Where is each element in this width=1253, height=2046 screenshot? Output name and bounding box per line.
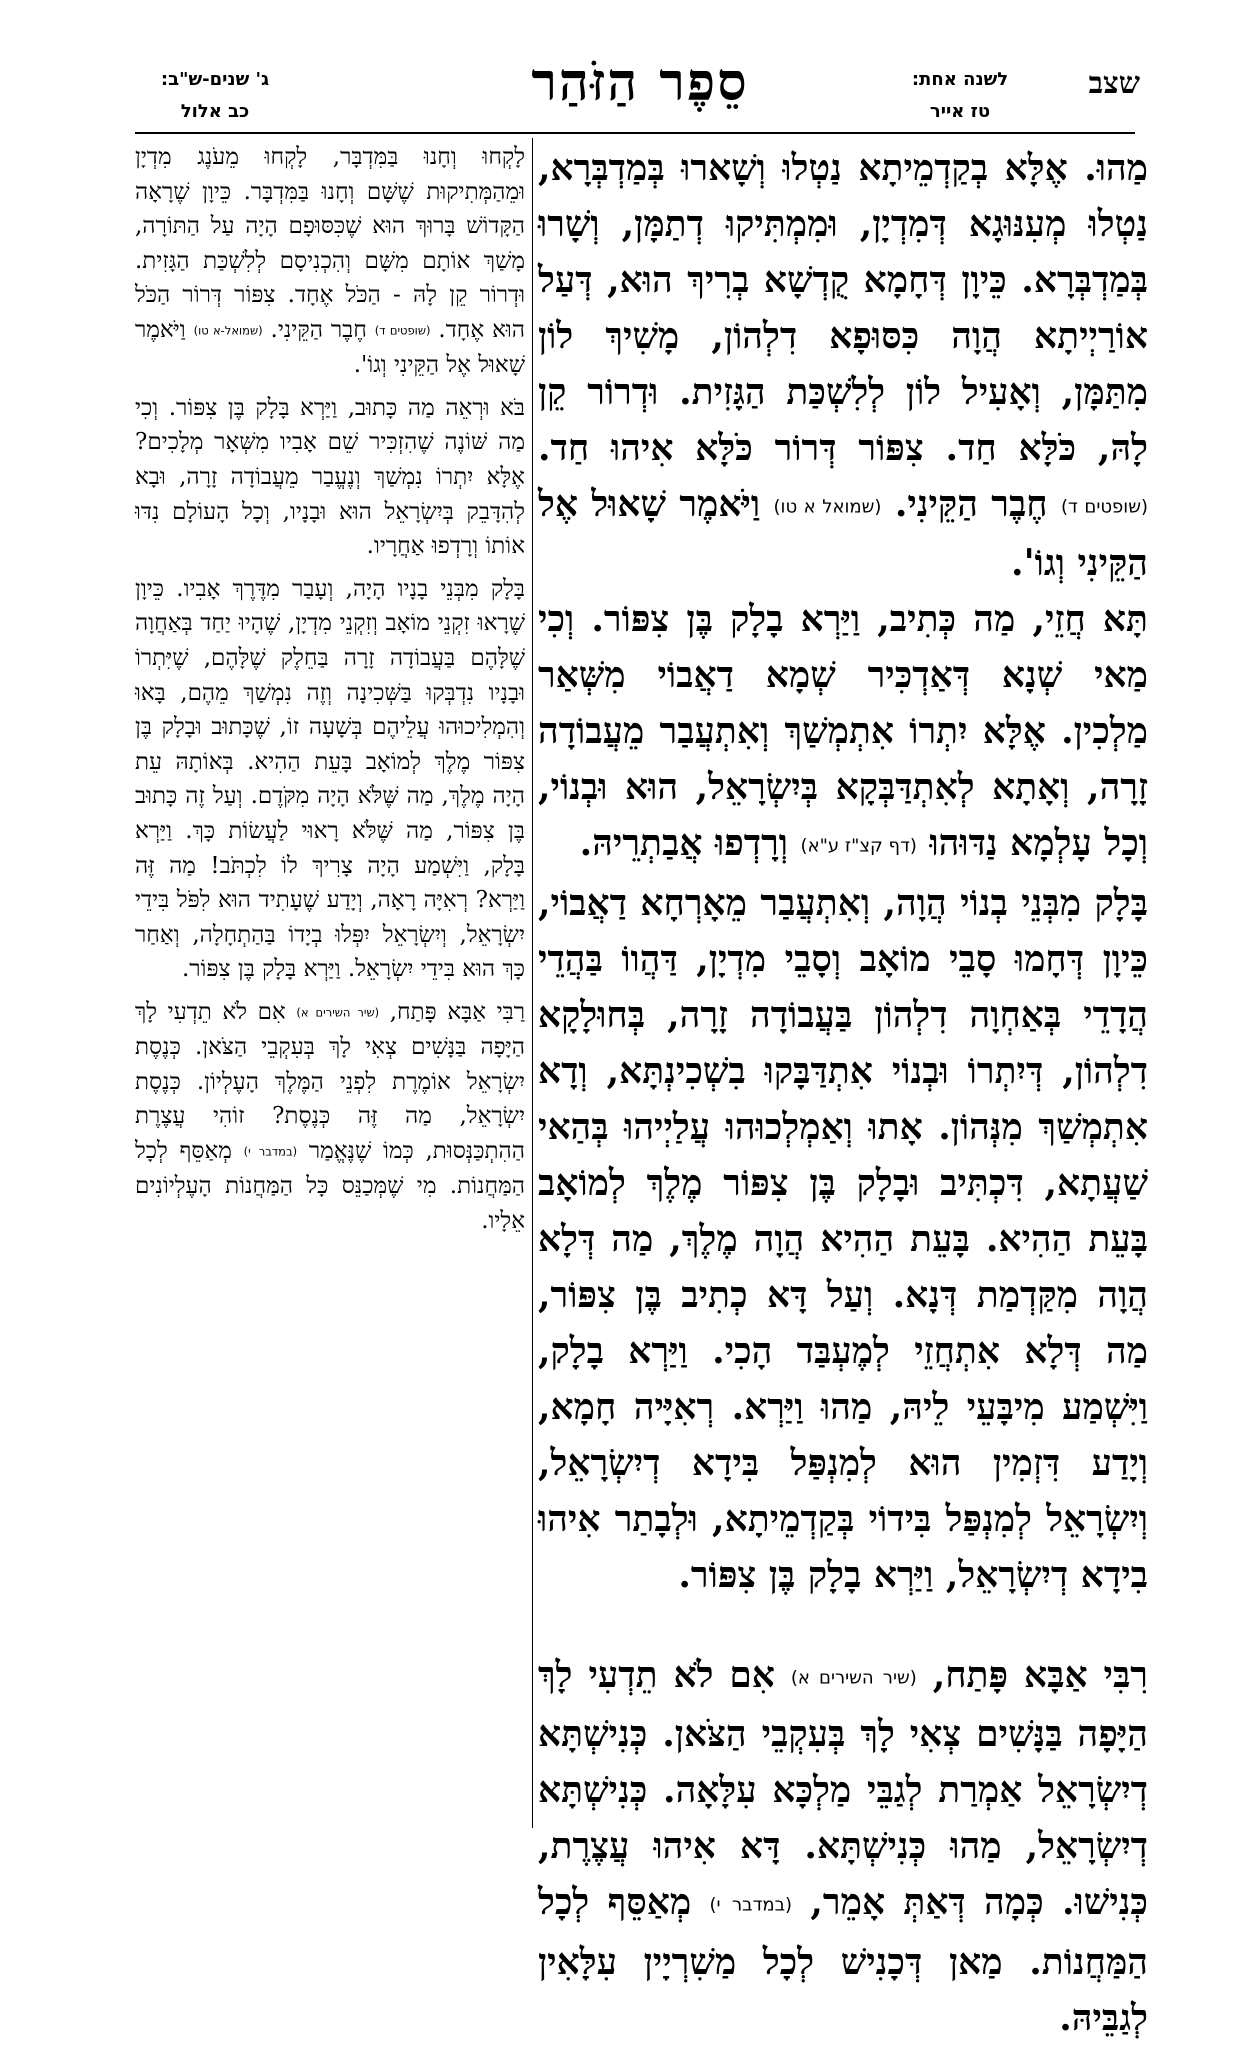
schedule-one-year-label: לשנה אחת: xyxy=(911,69,1009,90)
main-paragraph-3: בָּלָק מִבְּנֵי בְנוֹי הֲוָה, וְאִתְעֲבַר מֵאָרְחָא דַאֲבוֹי, כֵּיוָן דְּחָמוּ סָבֵי מוֹאָב וְסָבֵי מִדְיָן, דַּהֲווֹ בַּהֲדֵי הֲדָדֵי בְּאַחְוָה דִלְהוֹן בַּעֲבוֹדָה זָרָה, בְּחוּלָקָא דִלְהוֹן, דְּיִתְרוֹ וּבְנוֹי אִתְדַּבָּקוּ בִשְׁכִינְתָּא, וְדָא אִתְמְשַׁךְ מִנְּהוֹן. אָתוּ וְאַמְלְכוּהוּ עֲלַיְיהוּ בְּהַאי שַׁעֲתָא, דִּכְתִּיב וּבָלָק בֶּן צִפּוֹר מֶלֶךְ לְמוֹאָב בָּעֵת הַהִיא. בָּעֵת הַהִיא הֲוָה מֶלֶךְ, מַה דְּלָא הֲוָה מִקַּדְמַת דְּנָא. וְעַל דָּא כְתִיב בֶּן צִפּוֹר, מַה דְּלָא אִתְחֲזֵי לְמֶעְבַּד הָכִי. וַיַּרְא בָלָק, וַיִּשְׁמַע מִיבָּעֵי לֵיהּ, מַהוּ וַיַּרְא. רְאִיָּיה חָמָא, וְיָדַע דִּזְמִין הוּא לְמִנְפַּל בִּידָא דְיִשְׂרָאֵל, וְיִשְׂרָאֵל לְמִנְפַּל בִּידוֹי בְּקַדְמֵיתָא, וּלְבָתַר אִיהוּ בִידָא דְיִשְׂרָאֵל, וַיַּרְא בָלָק בֶּן צִפּוֹר. xyxy=(538,881,1148,1596)
header-rule xyxy=(135,132,1135,134)
side-paragraph-4 xyxy=(135,995,525,1239)
main-p4-text-b: אִם לֹא תֵדְעִי לָךְ הַיָּפָה בַּנָּשִׁים צְאִי לָךְ בְּעִקְבֵי הַצֹּאן. כְּנִישְׁתָּא דְיִשְׂרָאֵל אַמְרַת לְגַבֵּי מַלְכָּא עִלָּאָה. כְּנִישְׁתָּא דְיִשְׂרָאֵל, מַהוּ כְּנִישְׁתָּא. דָּא אִיהוּ עֲצֶרֶת, כְּנִישׁוּ. כְּמָה דְּאַתְּ אָמֵר, xyxy=(538,1653,1148,1924)
schedule-three-years-label: ג' שנים-ש"ב: xyxy=(160,69,270,90)
main-p1-text-b: חֶבֶר הַקֵּינִי. xyxy=(894,483,1048,525)
schedule-one-year-date: טז אייר xyxy=(929,101,991,122)
side-paragraph-3: בָּלָק מִבְּנֵי בָנָיו הָיָה, וְעָבַר מִדֶּרֶךְ אָבִיו. כֵּיוָן שֶׁרָאוּ זִקְנֵי מוֹאָב וְזִקְנֵי מִדְיָן, שֶׁהָיוּ יַחַד בְּאַחֲוָה שֶׁלָּהֶם בַּעֲבוֹדָה זָרָה בַּחֵלֶק שֶׁלָּהֶם, שֶׁיִּתְרוֹ וּבָנָיו נִדְבְּקוּ בַּשְּׁכִינָה וְזֶה נִמְשַׁךְ מֵהֶם, בָּאוּ וְהִמְלִיכוּהוּ עֲלֵיהֶם בְּשָׁעָה זוֹ, שֶׁכָּתוּב וּבָלָק בֶּן צִפּוֹר מֶלֶךְ לְמוֹאָב בָּעֵת הַהִיא. בְּאוֹתָהּ עֵת הָיָה מֶלֶךְ, מַה שֶּׁלֹּא הָיָה מִקֹּדֶם. וְעַל זֶה כָּתוּב בֶּן צִפּוֹר, מַה שֶּׁלֹּא רָאוּי לַעֲשׂוֹת כָּךְ. וַיַּרְא בָּלָק, וַיִּשְׁמַע הָיָה צָרִיךְ לוֹ לִכְתֹּב! מַה זֶּה וַיַּרְא? רְאִיָּה רָאָה, וְיָדַע שֶׁעָתִיד הוּא לִפֹּל בִּידֵי יִשְׂרָאֵל, וְיִשְׂרָאֵל יִפְּלוּ בְיָדוֹ בַּהַתְחָלָה, וְאַחַר כָּךְ הוּא בִּידֵי יִשְׂרָאֵל. וַיַּרְא בָּלָק בֶּן צִפּוֹר. xyxy=(135,575,525,983)
main-paragraph-1 xyxy=(538,140,1148,591)
side-p1-text: לָקְחוּ וְחָנוּ בַּמִּדְבָּר, לָקְחוּ מֵעֹנֶג מִדְיָן וּמֵהַמְּתִיקוּת שֶׁשָּׁם וְחָנוּ בַּמִּדְבָּר. כֵּיוָן שֶׁרָאָה הַקָּדוֹשׁ בָּרוּךְ הוּא שֶׁכִּסּוּפָם הָיָה עַל הַתּוֹרָה, מָשַׁךְ אוֹתָם מִשָּׁם וְהִכְנִיסָם לְלִשְׁכַּת הַגָּזִית. וּדְרוֹר קֵן לָהּ - הַכֹּל אֶחָד. צִפּוֹר דְּרוֹר הַכֹּל הוּא אֶחָד. xyxy=(135,144,526,343)
side-p4-text-b: אִם לֹא תֵדְעִי לָךְ הַיָּפָה בַּנָּשִׁים צְאִי לָךְ בְּעִקְבֵי הַצֹּאן. כְּנֶסֶת יִשְׂרָאֵל אוֹמֶרֶת לִפְנֵי הַמֶּלֶךְ הָעֶלְיוֹן. כְּנֶסֶת יִשְׂרָאֵל, מַה זֶּה כְּנֶסֶת? זוֹהִי עֲצֶרֶת הַהִתְכַּנְּסוּת, כְּמוֹ שֶׁנֶּאֱמַר xyxy=(135,998,526,1165)
main-p1-ref-1: (שופטים ד) xyxy=(1061,496,1148,518)
book-title: סֵפֶר הַזֹּהַר xyxy=(531,52,749,113)
side-p1-text-b: חֶבֶר הַקֵּינִי. xyxy=(270,316,367,343)
main-p2-text-b: וְרָדְפוּ אֲבַתְרֵיהּ. xyxy=(579,822,788,865)
main-p4-ref-1: (שיר השירים א) xyxy=(790,1667,917,1689)
side-p4-text-c: מְאַסֵּף לְכָל הַמַּחֲנוֹת. מִי שֶׁמְּכַנֵּס כָּל הַמַּחֲנוֹת הָעֶלְיוֹנִים אֵלָיו. xyxy=(135,1138,525,1234)
main-p4-text-c: מְאַסֵּף לְכָל הַמַּחֲנוֹת. מַאן דְּכָנִישׁ לְכָל מַשִׁרְיָין עִלָּאִין לְגַבֵּיהּ. xyxy=(538,1881,1148,2039)
main-p1-ref-2: (שמואל א טו) xyxy=(773,496,882,518)
header-schedule-left xyxy=(130,64,300,128)
page-header xyxy=(130,52,1150,130)
side-p1-text-c: וַיֹּאמֶר שָׁאוּל אֶל הַקֵּינִי וְגוֹ'. xyxy=(135,316,525,379)
side-p4-ref-1: (שיר השירים א) xyxy=(296,1005,380,1020)
main-section-gap xyxy=(538,1603,1148,1647)
side-gap-2 xyxy=(135,564,525,572)
main-text-column xyxy=(538,140,1148,2039)
side-p1-ref-1: (שופטים ד) xyxy=(374,323,431,338)
main-p1-text-c: וַיֹּאמֶר שָׁאוּל אֶל הַקֵּינִי וְגוֹ'. xyxy=(538,483,1148,585)
column-divider xyxy=(532,138,533,1828)
schedule-three-years-date: כב אלול xyxy=(180,101,250,122)
main-p4-ref-2: (במדבר י) xyxy=(709,1894,793,1916)
side-gap-3 xyxy=(135,987,525,995)
side-gap-1 xyxy=(135,383,525,391)
main-paragraph-2 xyxy=(538,591,1148,874)
main-p1-text: מַהוּ. אֶלָּא בְקַדְמֵיתָא נַטְלוּ וְשָׁארוּ בְּמַדְבְּרָא, נַטְלוּ מְעִנּוּגָא דְּמִדְיָן, וּמִמְתִּיקוּ דְתַמָּן, וְשָׁרוּ בְּמַדְבְּרָא. כֵּיוָן דְּחָמָא קֻדְשָׁא בְרִיךְ הוּא, דְּעַל אוֹרַיְיתָא הֲוָה כִּסּוּפָא דִלְהוֹן, מָשִׁיךְ לוֹן מִתַּמָּן, וְאָעִיל לוֹן לְלִשְׁכַּת הַגָּזִית. וּדְרוֹר קֵן לָהּ, כֹּלָּא חַד. צִפּוֹר דְּרוֹר כֹּלָּא אִיהוּ חַד. xyxy=(538,147,1148,469)
main-p2-text: תָּא חֲזֵי, מַה כְּתִיב, וַיַּרְא בָלָק בֶּן צִפּוֹר. וְכִי מַאי שְׁנָא דְּאַדְכִּיר שְׁמָא דַאֲבוֹי מִשְּׁאַר מַלְכִין. אֶלָּא יִתְרוֹ אִתְמְשַׁךְ וְאִתְעֲבַר מֵעֲבוֹדָה זָרָה, וְאָתָא לְאִתְדַּבְּקָא בְּיִשְׂרָאֵל, הוּא וּבְנוֹי, וְכָל עָלְמָא נַדּוּהוּ xyxy=(538,598,1148,865)
header-schedule-right xyxy=(875,64,1045,128)
translation-column xyxy=(135,140,525,1840)
side-p4-ref-2: (במדבר י) xyxy=(243,1144,298,1159)
main-paragraph-4 xyxy=(538,1647,1148,2046)
side-paragraph-1 xyxy=(135,140,525,383)
side-p1-ref-2: (שמואל-א טו) xyxy=(193,323,263,338)
side-paragraph-2: בֹּא וּרְאֵה מַה כָּתוּב, וַיַּרְא בָּלָק בֶּן צִפּוֹר. וְכִי מַה שּׁוֹנֶה שֶׁהִזְכִּיר שֵׁם אָבִיו מִשְּׁאָר מְלָכִים? אֶלָּא יִתְרוֹ נִמְשַׁךְ וְנֶעֱבַר מֵעֲבוֹדָה זָרָה, וּבָא לְהִדָּבֵק בְּיִשְׂרָאֵל הוּא וּבָנָיו, וְכָל הָעוֹלָם נִדּוּ אוֹתוֹ וְרָדְפוּ אַחֲרָיו. xyxy=(135,394,525,560)
side-p4-opening: רַבִּי אַבָּא פָּתַח, xyxy=(389,998,526,1025)
main-p2-ref: (דף קצ"ז ע"א) xyxy=(800,835,917,857)
main-p4-opening: רִבִּי אַבָּא פָּתַח, xyxy=(932,1653,1148,1696)
page-number: שצב xyxy=(1088,66,1140,101)
